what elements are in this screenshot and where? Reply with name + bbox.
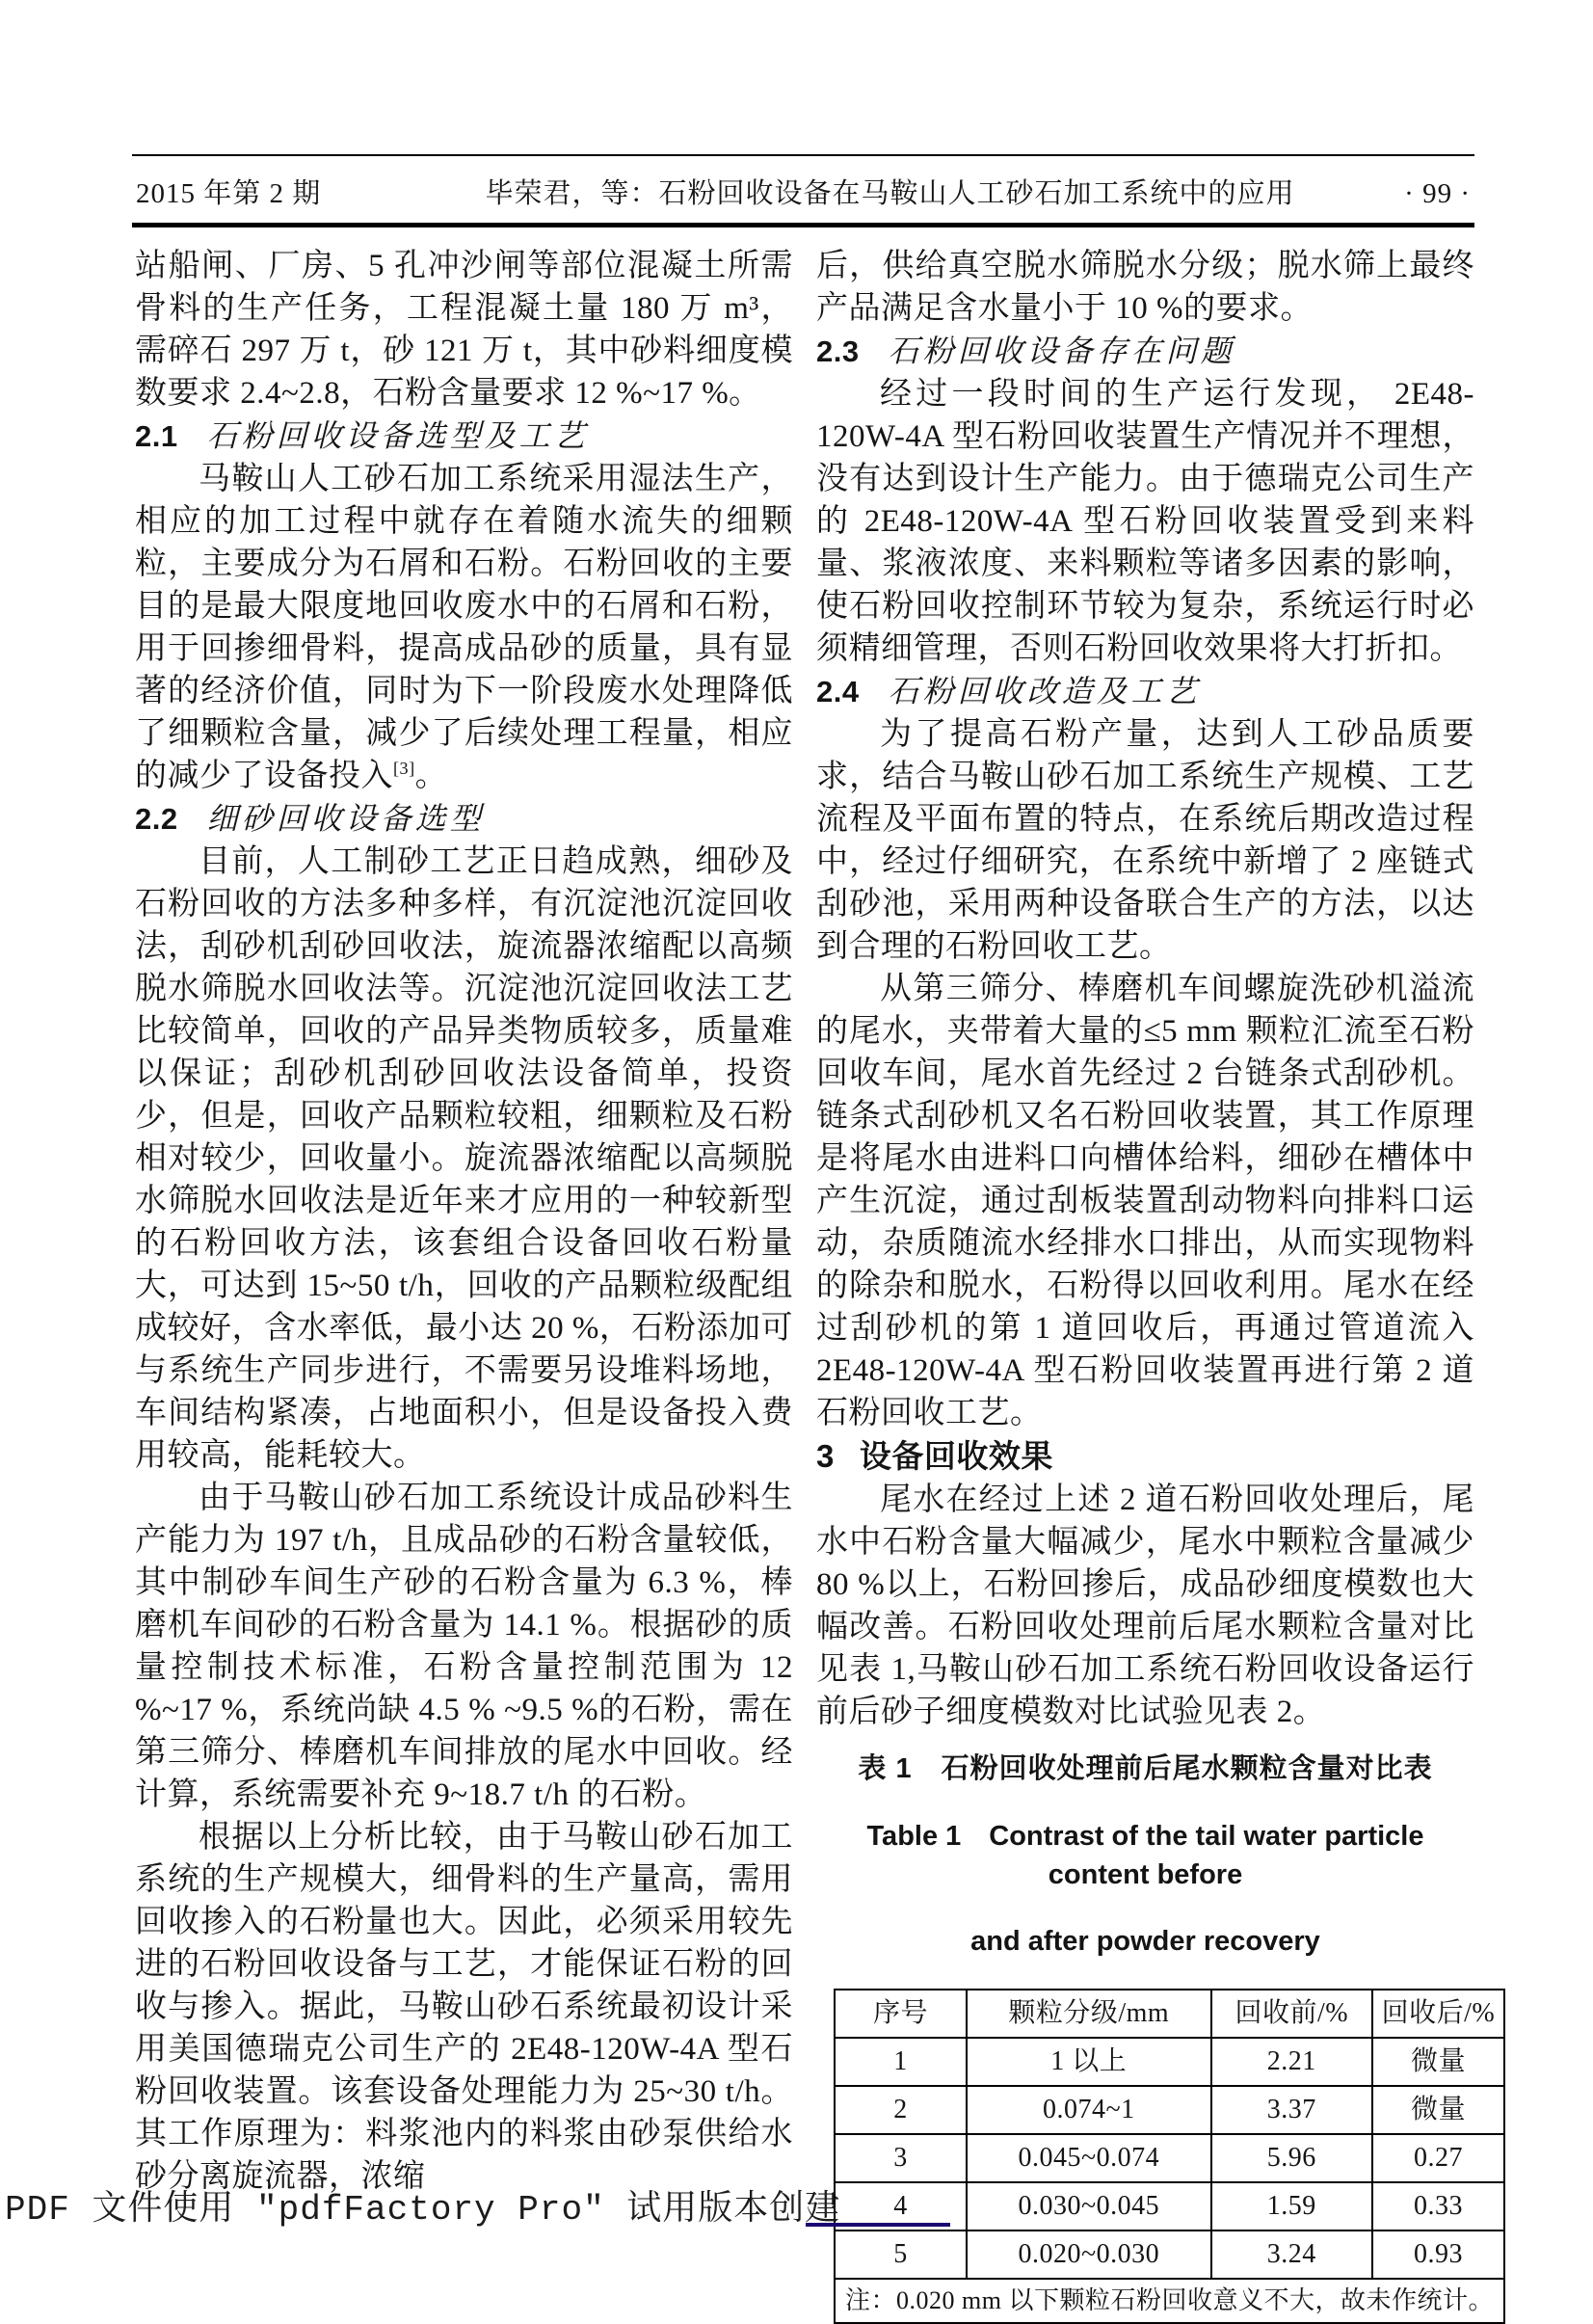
- table-row: [835, 2038, 1504, 2086]
- paragraph: 从第三筛分、棒磨机车间螺旋洗砂机溢流的尾水，夹带着大量的≤5 mm 颗粒汇流至石粉回收车间，尾水首先经过 2 台链条式刮砂机。链条式刮砂机又名石粉回收装置，其工作原理是将尾水由进料口向槽体给料，细砂在槽体中产生沉淀，通过刮板装置刮动物料向排料口运动，杂质随流水经排水口排出，从而实现物料的除杂和脱水，石粉得以回收利用。尾水在经过刮砂机的第 1 道回收后，再通过管道流入 2E48-120W-4A 型石粉回收装置再进行第 2 道石粉回收工艺。: [816, 972, 1474, 1430]
- section-number: 2.3: [816, 334, 860, 368]
- paragraph: 由于马鞍山砂石加工系统设计成品砂料生产能力为 197 t/h，且成品砂的石粉含量较低，其中制砂车间生产砂的石粉含量为 6.3 %，棒磨机车间砂的石粉含量为 14.1 %。根据砂的质量控制技术标准，石粉含量控制范围为 12 %~17 %，系统尚缺 4.5 % ~9.5 %的石粉，需在第三筛分、棒磨机车间排放的尾水中回收。经计算，系统需要补充 9~18.7 t/h 的石粉。: [135, 1481, 793, 1812]
- section-number: 3: [816, 1438, 835, 1474]
- section-heading-2-2: [135, 797, 793, 841]
- table-cell: 1 以上: [967, 2038, 1211, 2086]
- table-cell: 0.33: [1372, 2182, 1504, 2231]
- table-cell: 微量: [1372, 2038, 1504, 2086]
- table1-caption-en-line2: and after powder recovery: [970, 1926, 1320, 1957]
- paragraph: 根据以上分析比较，由于马鞍山砂石加工系统的生产规模大，细骨料的生产量高，需用回收掺入的石粉量也大。因此，必须采用较先进的石粉回收设备与工艺，才能保证石粉的回收与掺入。据此，马鞍山砂石系统最初设计采用美国德瑞克公司生产的 2E48-120W-4A 型石粉回收装置。该套设备处理能力为 25~30 t/h。其工作原理为：料浆池内的料浆由砂泵供给水砂分离旋流器，浓缩: [135, 1820, 793, 2194]
- table-cell: 3: [835, 2134, 967, 2182]
- page-number: · 99 ·: [1404, 178, 1471, 209]
- table-cell: 3.37: [1211, 2086, 1372, 2134]
- table1-caption-en-line1: Table 1 Contrast of the tail water particle content before: [866, 1821, 1424, 1890]
- journal-issue: 2015 年第 2 期: [136, 178, 322, 209]
- section-number: 2.1: [135, 419, 178, 453]
- left-column: [135, 245, 793, 2324]
- pdf-watermark-link-underline[interactable]: [806, 2223, 950, 2227]
- table-cell: 5: [835, 2231, 967, 2279]
- paragraph-text: 马鞍山人工砂石加工系统采用湿法生产，相应的加工过程中就存在着随水流失的细颗粒，主要成分为石屑和石粉。石粉回收的主要目的是最大限度地回收废水中的石屑和石粉，用于回掺细骨料，提高成品砂的质量，具有显著的经济价值，同时为下一阶段废水处理降低了细颗粒含量，减少了后续处理工程量，相应的减少了设备投入: [135, 462, 793, 793]
- table1-col-header: 序号: [835, 1990, 967, 2038]
- table-row: [835, 2086, 1504, 2134]
- table-cell: 0.045~0.074: [967, 2134, 1211, 2182]
- article-body: [135, 245, 1496, 2324]
- table-cell: 0.27: [1372, 2134, 1504, 2182]
- table-cell: 0.020~0.030: [967, 2231, 1211, 2279]
- paragraph: 经过一段时间的生产运行发现， 2E48-120W-4A 型石粉回收装置生产情况并不理想，没有达到设计生产能力。由于德瑞克公司生产的 2E48-120W-4A 型石粉回收装置受到来料量、浆液浓度、来料颗粒等诸多因素的影响，使石粉回收控制环节较为复杂，系统运行时必须精细管理，否则石粉回收效果将大打折扣。: [816, 377, 1474, 666]
- header-bottom-rule: [132, 223, 1474, 227]
- table-cell: 5.96: [1211, 2134, 1372, 2182]
- section-title: 细砂回收设备选型: [206, 801, 485, 836]
- paragraph: 后，供给真空脱水筛脱水分级；脱水筛上最终产品满足含水量小于 10 %的要求。: [816, 249, 1474, 326]
- section-title: 石粉回收设备存在问题: [888, 334, 1235, 368]
- right-column: [816, 245, 1496, 2324]
- table-cell: 1: [835, 2038, 967, 2086]
- section-number: 2.4: [816, 675, 860, 708]
- pdf-watermark-text: PDF 文件使用 ″pdfFactory Pro″ 试用版本创建: [5, 2190, 841, 2230]
- table-cell: 4: [835, 2182, 967, 2231]
- table-row: [835, 2231, 1504, 2279]
- paragraph: 尾水在经过上述 2 道石粉回收处理后，尾水中石粉含量大幅减少，尾水中颗粒含量减少 80 %以上，石粉回掺后，成品砂细度模数也大幅改善。石粉回收处理前后尾水颗粒含量对比见表 1,马鞍山砂石加工系统石粉回收设备运行前后砂子细度模数对比试验见表 2。: [816, 1483, 1474, 1729]
- section-number: 2.2: [135, 802, 178, 836]
- header-row: [132, 156, 1474, 223]
- table-cell: 0.93: [1372, 2231, 1504, 2279]
- paragraph: 站船闸、厂房、5 孔冲沙闸等部位混凝土所需骨料的生产任务，工程混凝土量 180 万 m³，需碎石 297 万 t，砂 121 万 t，其中砂料细度模数要求 2.4~2.8，石粉含量要求 12 %~17 %。: [135, 249, 793, 411]
- section-title: 石粉回收改造及工艺: [888, 674, 1201, 708]
- table1-col-header: 颗粒分级/mm: [967, 1990, 1211, 2038]
- section-heading-2-3: [816, 330, 1474, 373]
- section-title: 石粉回收设备选型及工艺: [206, 418, 589, 453]
- paragraph: [135, 458, 793, 797]
- page-header: [132, 154, 1474, 227]
- table-cell: 0.074~1: [967, 2086, 1211, 2134]
- table-cell: 3.24: [1211, 2231, 1372, 2279]
- section-heading-3: [816, 1434, 1474, 1479]
- section-title: 设备回收效果: [859, 1438, 1053, 1474]
- table1-note: 注：0.020 mm 以下颗粒石粉回收意义不大，故未作统计。: [835, 2279, 1504, 2323]
- table-cell: 微量: [1372, 2086, 1504, 2134]
- paragraph: 目前，人工制砂工艺正日趋成熟，细砂及石粉回收的方法多种多样，有沉淀池沉淀回收法，刮砂机刮砂回收法，旋流器浓缩配以高频脱水筛脱水回收法等。沉淀池沉淀回收法工艺比较简单，回收的产品异类物质较多，质量难以保证；刮砂机刮砂回收法设备简单，投资少，但是，回收产品颗粒较粗，细颗粒及石粉相对较少，回收量小。旋流器浓缩配以高频脱水筛脱水回收法是近年来才应用的一种较新型的石粉回收方法，该套组合设备回收石粉量大，可达到 15~50 t/h，回收的产品颗粒级配组成较好，含水率低，最小达 20 %，石粉添加可与系统生产同步进行，不需要另设堆料场地，车间结构紧凑，占地面积小，但是设备投入费用较高，能耗较大。: [135, 844, 793, 1473]
- section-heading-2-4: [816, 670, 1474, 713]
- table1-caption-zh: 表 1 石粉回收处理前后尾水颗粒含量对比表: [858, 1753, 1433, 1784]
- table1-col-header: 回收前/%: [1211, 1990, 1372, 2038]
- citation-ref: [3]: [393, 759, 415, 778]
- table1: [834, 1989, 1505, 2324]
- table1-col-header: 回收后/%: [1372, 1990, 1504, 2038]
- table-cell: 1.59: [1211, 2182, 1372, 2231]
- table-cell: 0.030~0.045: [967, 2182, 1211, 2231]
- paragraph-text: 。: [414, 759, 448, 793]
- table1-note-row: [835, 2279, 1504, 2323]
- running-title: 毕荣君，等：石粉回收设备在马鞍山人工砂石加工系统中的应用: [485, 178, 1295, 209]
- table-cell: 2.21: [1211, 2038, 1372, 2086]
- table1-header-row: [835, 1990, 1504, 2038]
- table-row: [835, 2134, 1504, 2182]
- table-cell: 2: [835, 2086, 967, 2134]
- paragraph: 为了提高石粉产量，达到人工砂品质要求，结合马鞍山砂石加工系统生产规模、工艺流程及平面布置的特点，在系统后期改造过程中，经过仔细研究，在系统中新增了 2 座链式刮砂池，采用两种设备联合生产的方法，以达到合理的石粉回收工艺。: [816, 717, 1474, 964]
- section-heading-2-1: [135, 414, 793, 458]
